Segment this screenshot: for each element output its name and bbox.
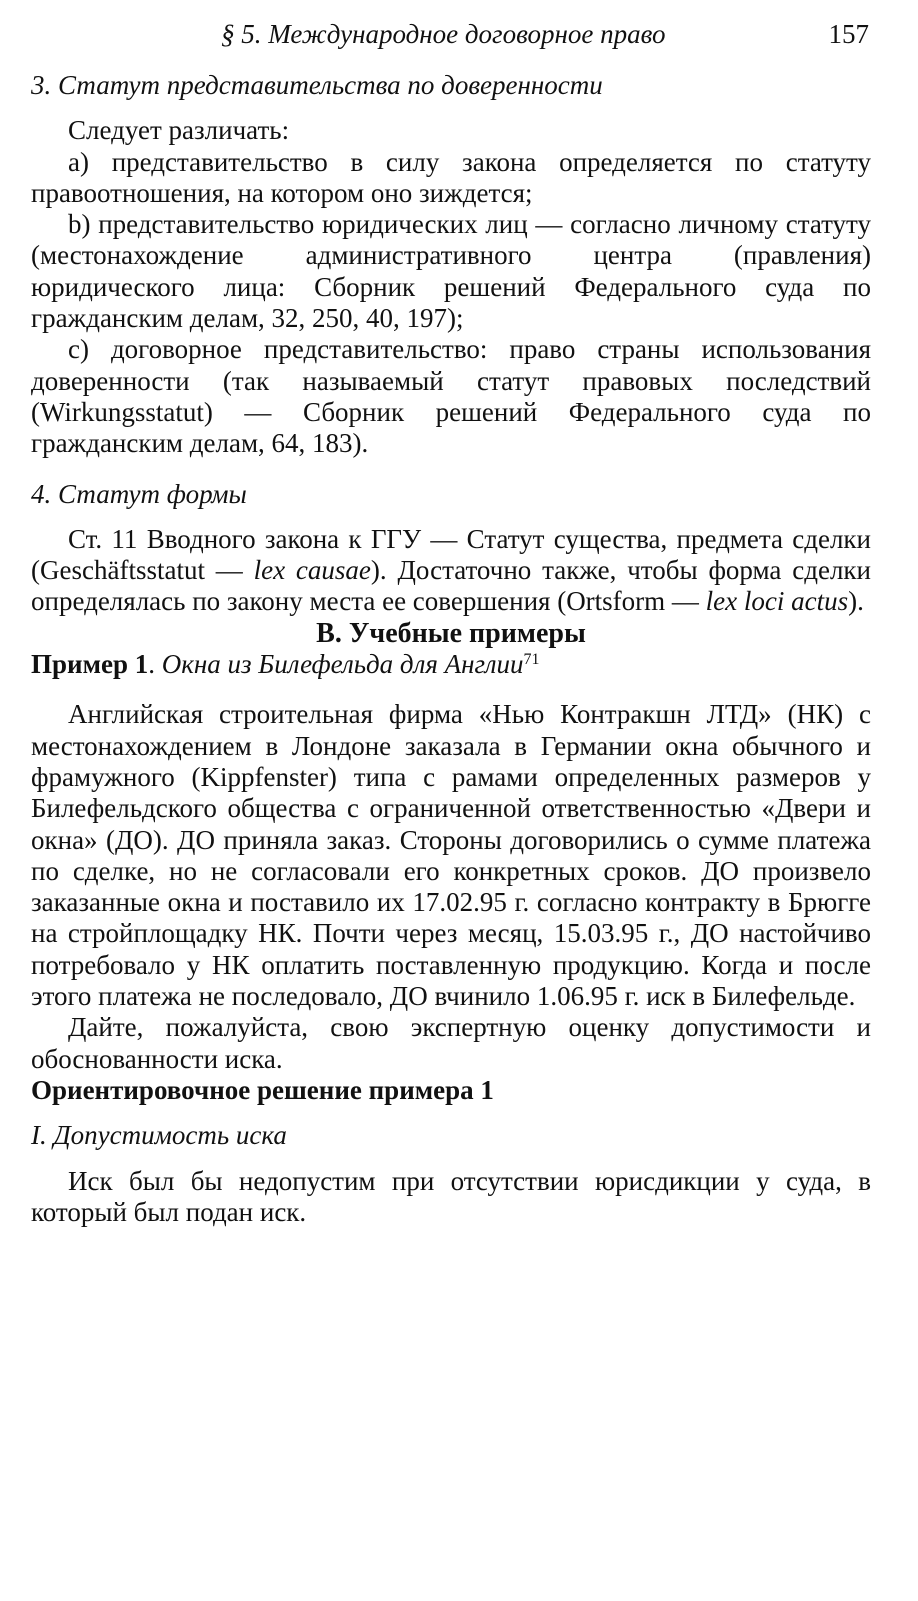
section-4-text-part2: ). Достаточно также, чтобы форма сделки определялась по закону места ее совершения (Ortsform —: [31, 555, 871, 617]
section-b-title: B. Учебные примеры: [316, 617, 586, 649]
footnote-ref: 71: [523, 651, 540, 669]
example-1-heading: [31, 649, 871, 680]
page-number: 157: [828, 19, 869, 49]
section-3-item-a: a) представительство в силу закона определяется по статуту правоотношения, на котором оно зиждется;: [31, 146, 871, 208]
example-1-case-text: Английская строительная фирма «Нью Контракшн ЛТД» (НК) с местонахождением в Лондоне заказала в Германии окна обычного и фрамужного (Kippfenster) типа с рамами определенных размеров у Билефельдского общества с ограниченной ответственностью «Двери и окна» (ДО). ДО приняла заказ. Стороны договорились о сумме платежа по сделке, но не согласовали его конкретных сроков. ДО произвело заказанные окна и поставило их 17.02.95 г. согласно контракту в Брюгге на стройплощадку НК. Почти через месяц, 15.03.95 г., ДО настойчиво потребовало у НК оплатить поставленную продукцию. Когда и после этого платежа не последовало, ДО вчинило 1.06.95 г. иск в Билефельде.: [31, 699, 871, 1012]
section-3-item-c: c) договорное представительство: право страны использования доверенности (так называемый статут правовых последствий (Wirkungsstatut) — Сборник решений Федерального суда по гражданским делам, 64, 183).: [31, 334, 871, 459]
section-4-text-part3: ).: [848, 586, 864, 617]
page-header: [31, 19, 871, 53]
example-1-question: Дайте, пожалуйста, свою экспертную оценку допустимости и обоснованности иска.: [31, 1012, 871, 1074]
solution-subheading-I: I. Допустимость иска: [31, 1120, 287, 1151]
solution-heading: Ориентировочное решение примера 1: [31, 1074, 494, 1105]
section-4-text: [31, 524, 871, 618]
section-3-intro: Следует различать:: [68, 115, 290, 146]
solution-text: Иск был бы недопустим при отсутствии юрисдикции у суда, в который был подан иск.: [31, 1165, 871, 1227]
page-body: [31, 70, 871, 1228]
example-label-separator: .: [148, 649, 162, 680]
section-3-item-b: b) представительство юридических лиц — согласно личному статуту (местонахождение административного центра (правления) юридического лица: Сборник решений Федерального суда по гражданским делам, 32, 250, 40, 197);: [31, 209, 871, 334]
section-3-heading: 3. Статут представительства по доверенности: [31, 70, 603, 100]
lex-loci-actus-term: lex loci actus: [705, 586, 849, 617]
section-4-text-part1: Ст. 11 Вводного закона к ГГУ — Статут существа, предмета сделки (Geschäftsstatut —: [31, 523, 871, 586]
section-4-heading: 4. Статут формы: [31, 478, 247, 509]
example-label: Пример 1: [31, 649, 149, 680]
running-title: § 5. Международное договорное право: [221, 19, 666, 49]
lex-causae-term: lex causae: [253, 555, 371, 586]
example-title: Окна из Билефельда для Англии: [161, 649, 524, 680]
